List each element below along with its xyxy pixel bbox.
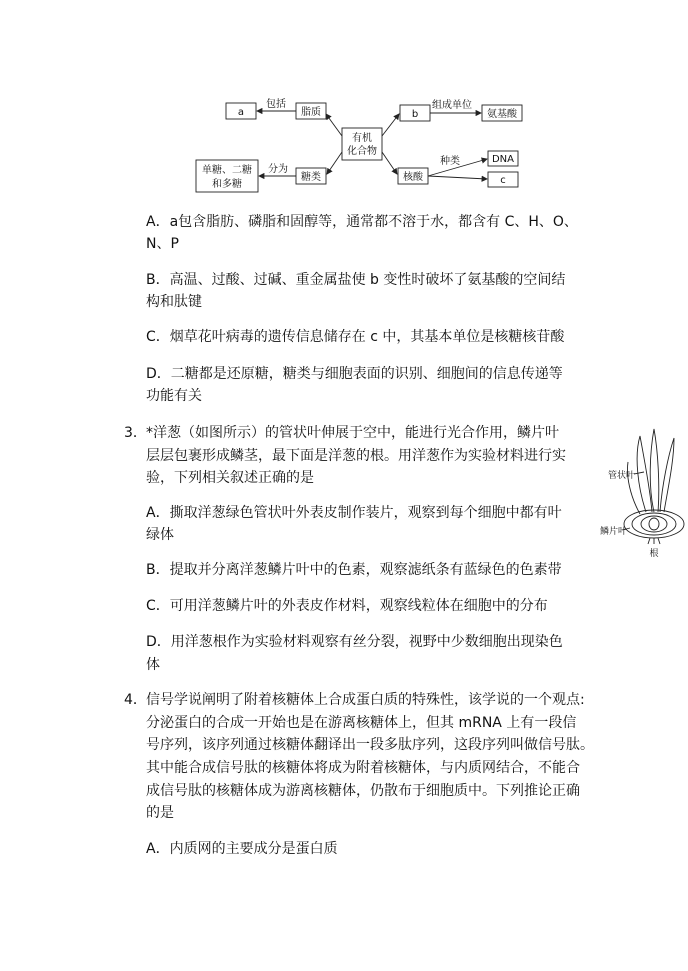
q3-number: 3． <box>124 425 147 441</box>
q4-stem-line5: 成信号肽的核糖体成为游离核糖体，仍散布于细胞质中。下列推论正确 <box>146 783 580 799</box>
q3-stem-line3: 验，下列相关叙述正确的是 <box>146 470 314 486</box>
q4-stem-line4: 其中能合成信号肽的核糖体将成为附着核糖体，与内质网结合，不能合 <box>146 760 580 776</box>
label-scale-leaf: 鳞片叶 <box>600 527 628 537</box>
q2-option-b-line1: B．高温、过酸、过碱、重金属盐使 b 变性时破坏了氨基酸的空间结 <box>146 272 566 288</box>
q3-stem-line1: *洋葱（如图所示）的管状叶伸展于空中，能进行光合作用，鳞片叶 <box>146 425 559 441</box>
q4-option-a-line1: A．内质网的主要成分是蛋白质 <box>146 841 338 857</box>
q4-stem-line3: 号序列，该序列通过核糖体翻译出一段多肽序列，这段序列叫做信号肽。 <box>146 737 594 753</box>
q3-option-b-line1: B．提取并分离洋葱鳞片叶中的色素，观察滤纸条有蓝绿色的色素带 <box>146 562 562 578</box>
node-b: b <box>411 109 419 120</box>
node-a: a <box>237 107 245 118</box>
q3-option-a-line1: A．撕取洋葱绿色管状叶外表皮制作装片，观察到每个细胞中都有叶 <box>146 505 562 521</box>
node-nucleic-acid: 核酸 <box>403 172 423 183</box>
node-c: c <box>500 175 506 186</box>
q4-stem-line2: 分泌蛋白的合成一开始也是在游离核糖体上，但其 mRNA 上有一段信 <box>146 715 577 731</box>
q3-stem-line2: 层层包裹形成鳞茎，最下面是洋葱的根。用洋葱作为实验材料进行实 <box>146 448 566 464</box>
q3-option-a-line2: 绿体 <box>146 527 174 543</box>
edge-types: 种类 <box>440 156 460 167</box>
q3-option-d-line2: 体 <box>146 657 160 673</box>
node-sugars-group-line2: 和多糖 <box>212 179 242 190</box>
label-root: 根 <box>649 549 659 559</box>
q2-option-a-line2: N、P <box>146 236 179 252</box>
node-lipid: 脂质 <box>301 107 321 118</box>
label-tubular-leaf: 管状叶 <box>608 471 636 481</box>
onion-bulb <box>624 510 684 538</box>
center-node-line1: 有机 <box>352 133 372 144</box>
q2-option-a-line1: A．a包含脂肪、磷脂和固醇等，通常都不溶于水，都含有 C、H、O、 <box>146 214 578 230</box>
edge-includes: 包括 <box>266 99 286 110</box>
q3-option-c-line1: C．可用洋葱鳞片叶的外表皮作材料，观察线粒体在细胞中的分布 <box>146 598 548 614</box>
q3-option-d-line1: D．用洋葱根作为实验材料观察有丝分裂，视野中少数细胞出现染色 <box>146 634 563 650</box>
node-sugars-group-line1: 单糖、二糖 <box>202 165 252 176</box>
q2-option-c-line1: C．烟草花叶病毒的遗传信息储存在 c 中，其基本单位是核糖核苷酸 <box>146 329 565 345</box>
q4-stem-line1: 信号学说阐明了附着核糖体上合成蛋白质的特殊性，该学说的一个观点: <box>146 692 585 708</box>
q4-stem-line6: 的是 <box>146 805 174 821</box>
node-dna: DNA <box>491 154 515 165</box>
center-node-line2: 化合物 <box>347 146 377 157</box>
edge-divides: 分为 <box>268 164 288 175</box>
node-sugar: 糖类 <box>301 172 321 183</box>
onion-figure <box>600 426 686 564</box>
node-amino-acid: 氨基酸 <box>487 109 517 120</box>
edge-unit: 组成单位 <box>432 100 472 111</box>
q2-option-b-line2: 构和肽键 <box>146 294 202 310</box>
q4-number: 4． <box>124 692 147 708</box>
q2-option-d-line2: 功能有关 <box>146 388 202 404</box>
organic-compound-concept-map <box>190 92 540 196</box>
q2-option-d-line1: D．二糖都是还原糖，糖类与细胞表面的识别、细胞间的信息传递等 <box>146 366 563 382</box>
